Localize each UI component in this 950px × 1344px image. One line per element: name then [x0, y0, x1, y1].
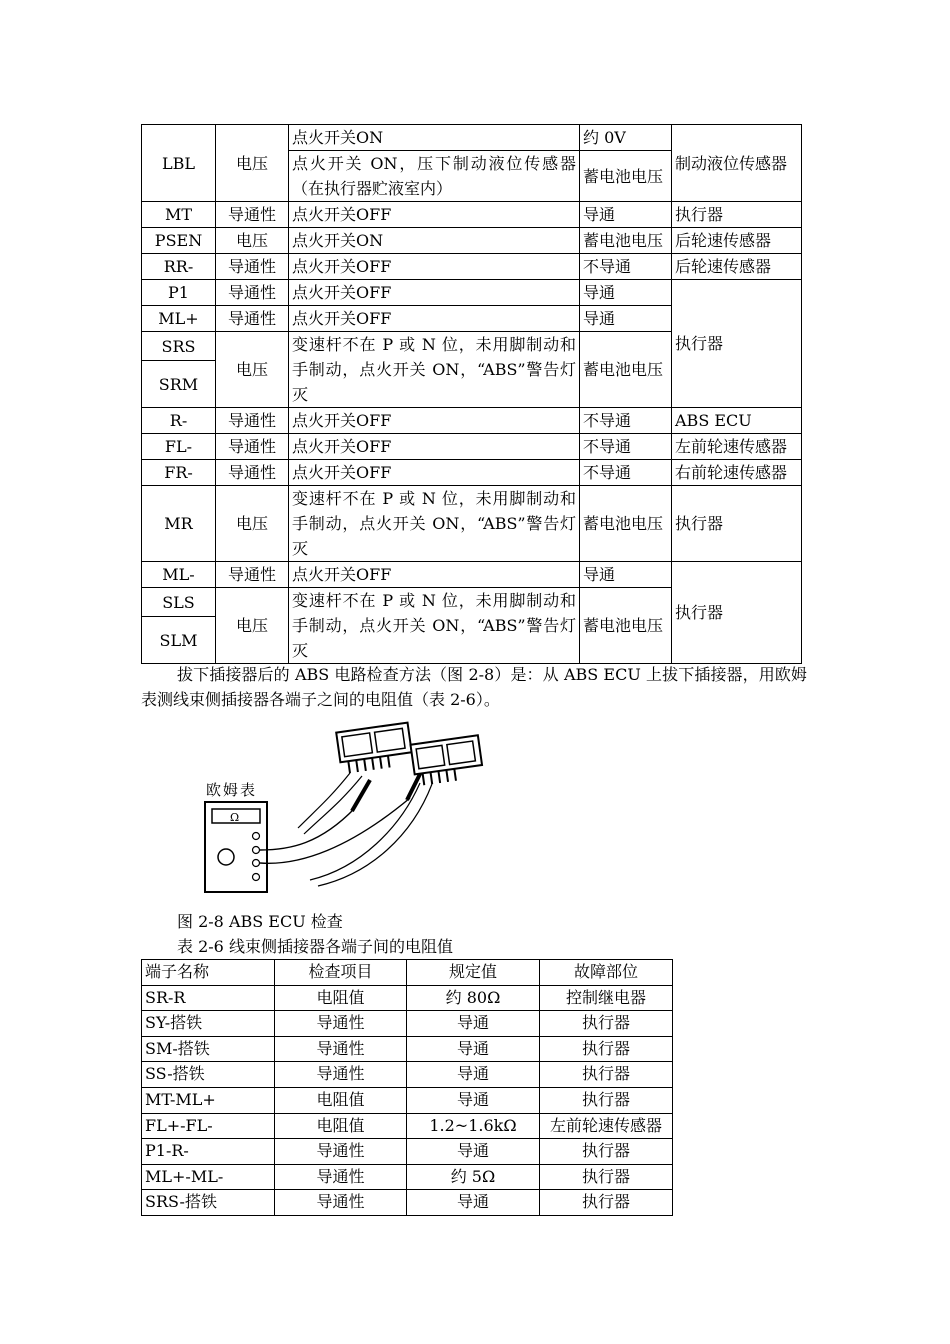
table-cell: 导通性	[275, 1139, 407, 1165]
terminal-name: SLM	[142, 617, 216, 664]
spec-value: 不导通	[580, 408, 672, 434]
table-row	[142, 486, 802, 562]
fault-part: 执行器	[672, 202, 802, 228]
table-cell: 执行器	[540, 1190, 673, 1216]
body-paragraph: 拔下插接器后的 ABS 电路检查方法（图 2-8）是：从 ABS ECU 上拔下插接器，用欧姆表测线束侧插接器各端子之间的电阻值（表 2-6）。	[141, 665, 807, 709]
terminal-name: PSEN	[142, 228, 216, 254]
terminal-name: SRS	[142, 332, 216, 361]
table-row	[142, 254, 802, 280]
condition: 点火开关OFF	[289, 460, 580, 486]
fault-part: 制动液位传感器	[672, 125, 802, 202]
spec-value: 蓄电池电压	[580, 486, 672, 562]
terminal-check-table	[141, 124, 802, 664]
table-cell: 导通	[407, 1036, 540, 1062]
condition: 点火开关OFF	[289, 306, 580, 332]
table-cell: FL+-FL-	[142, 1113, 275, 1139]
table-cell: ML+-ML-	[142, 1164, 275, 1190]
meter-dial	[218, 849, 234, 865]
table-row	[142, 1011, 673, 1037]
terminal-name: ML+	[142, 306, 216, 332]
ohmmeter-connector-illustration	[200, 718, 500, 903]
table-row	[142, 985, 673, 1011]
table-caption: 表 2-6 线束侧插接器各端子间的电阻值	[177, 937, 453, 956]
check-item: 电压	[216, 125, 289, 202]
fault-part: 后轮速传感器	[672, 228, 802, 254]
table-row	[142, 280, 802, 306]
table-cell: 执行器	[540, 1087, 673, 1113]
table-cell: 执行器	[540, 1164, 673, 1190]
table-cell: 导通性	[275, 1036, 407, 1062]
probe-lead	[260, 808, 355, 850]
spec-value: 导通	[580, 306, 672, 332]
table-row	[142, 1062, 673, 1088]
column-header: 故障部位	[540, 960, 673, 986]
table-cell: 导通	[407, 1139, 540, 1165]
spec-value: 蓄电池电压	[580, 228, 672, 254]
table-row	[142, 1087, 673, 1113]
table-cell: 导通	[407, 1011, 540, 1037]
column-header: 规定值	[407, 960, 540, 986]
spec-value: 导通	[580, 202, 672, 228]
table-row	[142, 1139, 673, 1165]
table-cell: SRS-搭铁	[142, 1190, 275, 1216]
table-cell: 电阻值	[275, 1087, 407, 1113]
table-row	[142, 202, 802, 228]
terminal-name: LBL	[142, 125, 216, 202]
table-cell: 电阻值	[275, 985, 407, 1011]
table-cell: 控制继电器	[540, 985, 673, 1011]
terminal-name: RR-	[142, 254, 216, 280]
check-item: 导通性	[216, 254, 289, 280]
table-cell: SS-搭铁	[142, 1062, 275, 1088]
condition: 变速杆不在 P 或 N 位，未用脚制动和手制动，点火开关 ON，“ABS”警告灯灭	[289, 332, 580, 408]
meter-jack	[253, 833, 260, 840]
fault-part: 后轮速传感器	[672, 254, 802, 280]
check-item: 导通性	[216, 434, 289, 460]
table-header-row	[142, 960, 673, 986]
table-cell: 电阻值	[275, 1113, 407, 1139]
condition: 点火开关OFF	[289, 254, 580, 280]
spec-value: 蓄电池电压	[580, 151, 672, 202]
table-cell: 导通	[407, 1062, 540, 1088]
condition: 变速杆不在 P 或 N 位，未用脚制动和手制动，点火开关 ON，“ABS”警告灯灭	[289, 588, 580, 664]
spec-value: 导通	[580, 562, 672, 588]
table-cell: 执行器	[540, 1036, 673, 1062]
table-cell: 导通性	[275, 1190, 407, 1216]
condition: 变速杆不在 P 或 N 位，未用脚制动和手制动，点火开关 ON，“ABS”警告灯灭	[289, 486, 580, 562]
table-row	[142, 408, 802, 434]
spec-value: 不导通	[580, 434, 672, 460]
check-item: 电压	[216, 588, 289, 664]
terminal-name: FR-	[142, 460, 216, 486]
condition: 点火开关OFF	[289, 562, 580, 588]
table-cell: P1-R-	[142, 1139, 275, 1165]
check-item: 电压	[216, 228, 289, 254]
table-cell: 执行器	[540, 1011, 673, 1037]
spec-value: 蓄电池电压	[580, 588, 672, 664]
spec-value: 约 0V	[580, 125, 672, 151]
probe-lead	[260, 798, 410, 863]
table-cell: 左前轮速传感器	[540, 1113, 673, 1139]
harness-wire	[318, 784, 432, 886]
fault-part: 执行器	[672, 280, 802, 408]
check-item: 导通性	[216, 280, 289, 306]
terminal-name: FL-	[142, 434, 216, 460]
condition: 点火开关OFF	[289, 434, 580, 460]
table-cell: SM-搭铁	[142, 1036, 275, 1062]
fault-part: 执行器	[672, 486, 802, 562]
table-row	[142, 460, 802, 486]
column-header: 检查项目	[275, 960, 407, 986]
connector-1	[336, 723, 413, 775]
terminal-name: MT	[142, 202, 216, 228]
terminal-name: P1	[142, 280, 216, 306]
table-cell: 导通性	[275, 1011, 407, 1037]
condition: 点火开关OFF	[289, 202, 580, 228]
fault-part: 右前轮速传感器	[672, 460, 802, 486]
check-item: 电压	[216, 486, 289, 562]
terminal-name: MR	[142, 486, 216, 562]
meter-jack	[253, 860, 260, 867]
check-item: 导通性	[216, 460, 289, 486]
condition: 点火开关ON	[289, 125, 580, 151]
check-item: 导通性	[216, 202, 289, 228]
meter-jack	[253, 847, 260, 854]
table-row	[142, 1164, 673, 1190]
condition: 点火开关 ON，压下制动液位传感器（在执行器贮液室内）	[289, 151, 580, 202]
meter-jack	[253, 874, 260, 881]
spec-value: 蓄电池电压	[580, 332, 672, 408]
terminal-name: SLS	[142, 588, 216, 617]
table-cell: 执行器	[540, 1062, 673, 1088]
table-cell: SY-搭铁	[142, 1011, 275, 1037]
table-cell: 导通	[407, 1190, 540, 1216]
table-row	[142, 562, 802, 588]
table-row	[142, 1036, 673, 1062]
omega-symbol: Ω	[230, 811, 240, 824]
figure-caption: 图 2-8 ABS ECU 检查	[177, 912, 343, 931]
condition: 点火开关ON	[289, 228, 580, 254]
ohmmeter-figure	[200, 718, 500, 907]
table-row	[142, 1190, 673, 1216]
spec-value: 不导通	[580, 460, 672, 486]
connector-2	[411, 735, 484, 786]
table-cell: MT-ML+	[142, 1087, 275, 1113]
check-item: 电压	[216, 332, 289, 408]
spec-value: 不导通	[580, 254, 672, 280]
terminal-name: SRM	[142, 361, 216, 408]
table-row	[142, 125, 802, 151]
condition: 点火开关OFF	[289, 280, 580, 306]
table-cell: 导通性	[275, 1062, 407, 1088]
condition: 点火开关OFF	[289, 408, 580, 434]
terminal-name: R-	[142, 408, 216, 434]
meter-label: 欧姆表	[206, 781, 258, 799]
table-cell: 约 5Ω	[407, 1164, 540, 1190]
table-cell: 导通	[407, 1087, 540, 1113]
column-header: 端子名称	[142, 960, 275, 986]
table-cell: 1.2~1.6kΩ	[407, 1113, 540, 1139]
table-row	[142, 1113, 673, 1139]
check-item: 导通性	[216, 306, 289, 332]
fault-part: ABS ECU	[672, 408, 802, 434]
table-cell: SR-R	[142, 985, 275, 1011]
table-row	[142, 228, 802, 254]
check-item: 导通性	[216, 408, 289, 434]
table-cell: 导通性	[275, 1164, 407, 1190]
spec-value: 导通	[580, 280, 672, 306]
table-row	[142, 434, 802, 460]
check-item: 导通性	[216, 562, 289, 588]
terminal-name: ML-	[142, 562, 216, 588]
table-cell: 执行器	[540, 1139, 673, 1165]
fault-part: 执行器	[672, 562, 802, 664]
fault-part: 左前轮速传感器	[672, 434, 802, 460]
resistance-table	[141, 959, 673, 1216]
table-cell: 约 80Ω	[407, 985, 540, 1011]
